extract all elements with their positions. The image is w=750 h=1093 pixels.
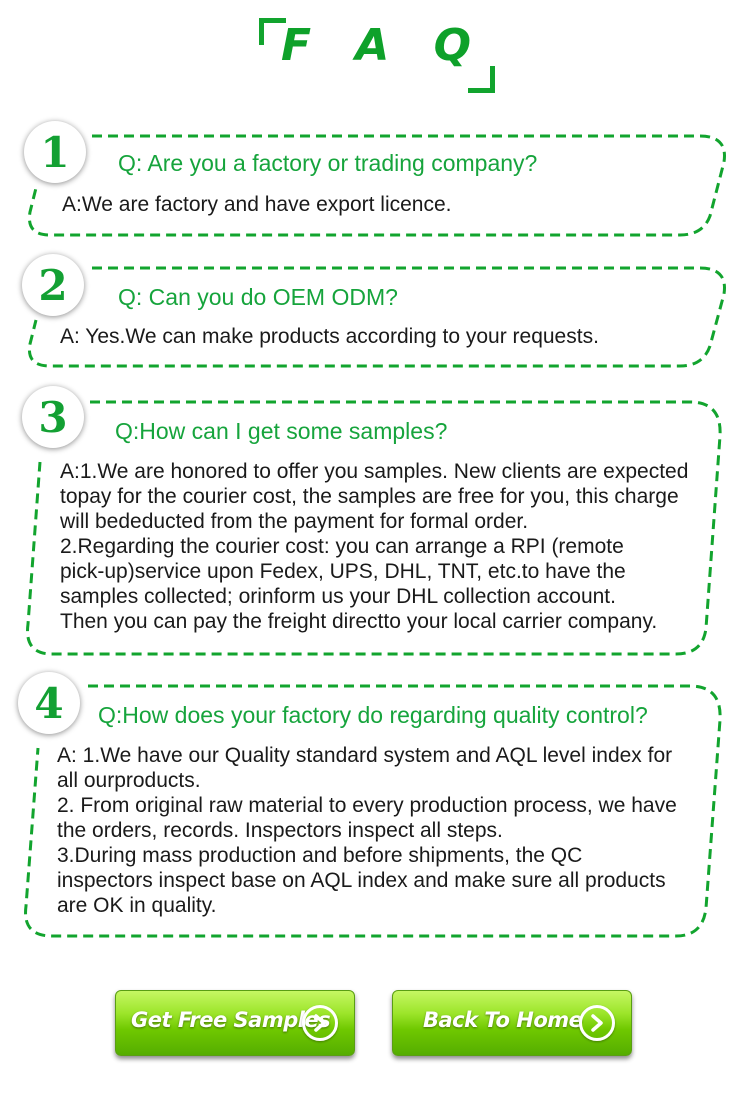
faq-title-letter: A — [355, 20, 390, 71]
answer-line: inspectors inspect base on AQL index and make sure all products — [57, 869, 666, 892]
answer-line: samples collected; orinform us your DHL collection account. — [60, 585, 616, 608]
get-free-samples-button[interactable] — [115, 990, 355, 1056]
answer-line: Then you can pay the freight directto your local carrier company. — [60, 610, 658, 633]
answer-line: the orders, records. Inspectors inspect all steps. — [57, 819, 503, 842]
question-text: Q: Are you a factory or trading company? — [118, 150, 538, 176]
answer-line: all ourproducts. — [57, 769, 201, 792]
answer-text — [60, 459, 688, 634]
faq-title-letter: Q — [433, 20, 471, 71]
question-number-badge: 1 — [24, 121, 86, 183]
get-free-samples-label: Get Free Samples — [131, 1008, 331, 1032]
question-number-badge: 4 — [18, 672, 80, 734]
faq-item-2 — [0, 258, 750, 373]
answer-text — [57, 743, 677, 918]
back-to-home-label: Back To Home — [423, 1008, 583, 1032]
answer-line: A: Yes.We can make products according to your requests. — [60, 325, 599, 348]
faq-title — [281, 20, 471, 71]
question-text: Q: Can you do OEM ODM? — [118, 284, 398, 310]
answer-line: 3.During mass production and before shipments, the QC — [57, 844, 583, 867]
question-text: Q:How can I get some samples? — [115, 418, 448, 444]
question-text: Q:How does your factory do regarding quality control? — [98, 702, 648, 728]
faq-title-letter: F — [281, 20, 312, 71]
faq-header — [0, 0, 750, 100]
answer-text — [60, 324, 599, 349]
chevron-right-icon — [302, 1005, 338, 1041]
answer-line: A:1.We are honored to offer you samples. New clients are expected — [60, 460, 689, 483]
answer-line: 2. From original raw material to every production process, we have — [57, 794, 677, 817]
dashed-frame — [0, 128, 750, 243]
answer-text — [62, 192, 451, 217]
faq-item-4 — [0, 672, 750, 947]
answer-line: are OK in quality. — [57, 894, 217, 917]
question-number-badge: 2 — [22, 254, 84, 316]
answer-line: will bededucted from the payment for formal order. — [60, 510, 529, 533]
chevron-right-icon — [579, 1005, 615, 1041]
answer-line: A: 1.We have our Quality standard system and AQL level index for — [57, 744, 673, 767]
faq-item-1 — [0, 128, 750, 243]
answer-line: topay for the courier cost, the samples are free for you, this charge — [60, 485, 679, 508]
faq-item-3 — [0, 388, 750, 663]
answer-line: pick-up)service upon Fedex, UPS, DHL, TNT, etc.to have the — [60, 560, 626, 583]
answer-line: 2.Regarding the courier cost: you can arrange a RPI (remote — [60, 535, 624, 558]
question-number-badge: 3 — [22, 386, 84, 448]
answer-line: A:We are factory and have export licence. — [62, 193, 452, 216]
back-to-home-button[interactable] — [392, 990, 632, 1056]
corner-bracket-bottom-right — [468, 66, 495, 93]
dashed-frame — [0, 258, 750, 373]
